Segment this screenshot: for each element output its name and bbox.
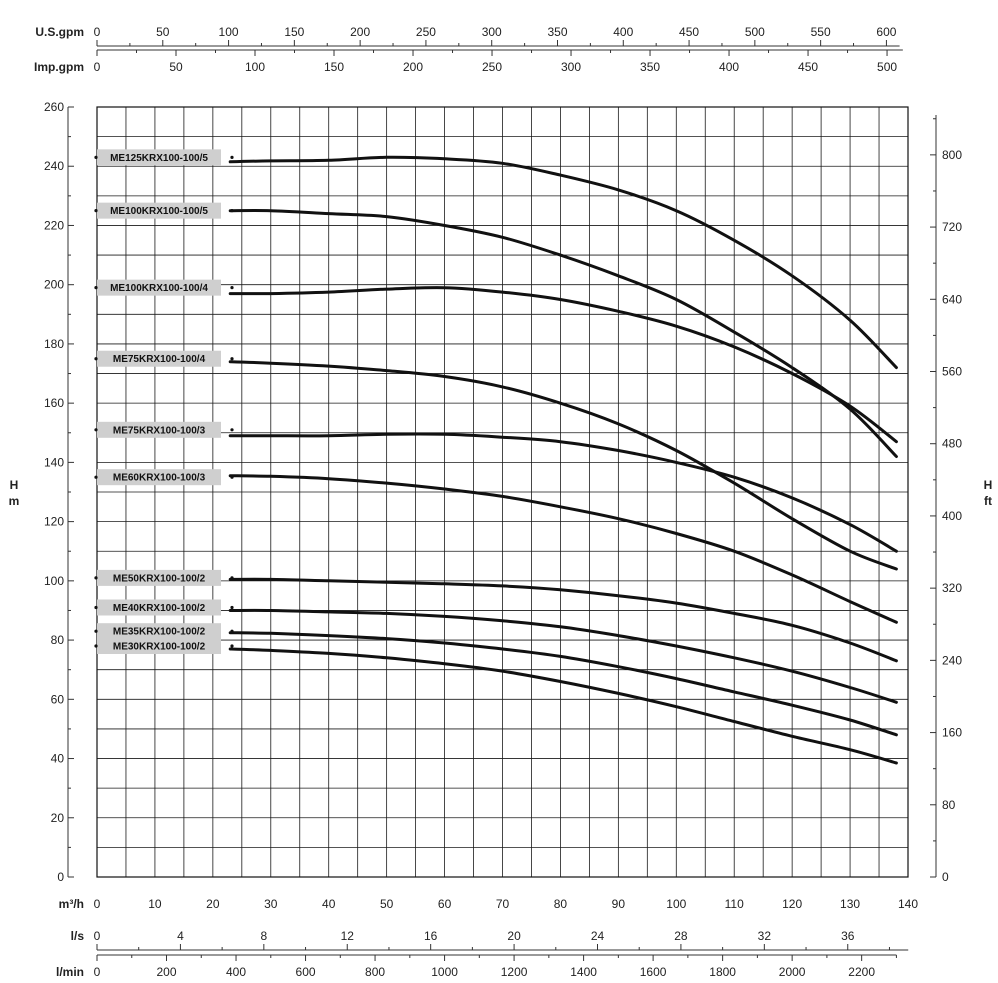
scale-tick-label: 150	[284, 25, 305, 39]
curve-line	[230, 434, 896, 551]
scale-tick-label: 110	[724, 897, 744, 911]
left-axis-tick-label: 60	[50, 692, 64, 707]
curve-line	[230, 579, 896, 661]
scale-tick-label: 32	[757, 929, 772, 943]
scale-tick-label: 400	[226, 965, 247, 979]
scale-tick-label: 250	[415, 25, 436, 39]
scale-tick-label: 8	[260, 929, 268, 943]
scale-name: l/min	[55, 965, 84, 979]
scale-tick-label: 0	[93, 60, 101, 74]
scale-tick-label: 90	[611, 897, 626, 911]
pump-curves	[230, 157, 896, 763]
curve-label-dot	[230, 576, 233, 579]
curve-label-dot	[94, 357, 97, 360]
right-axis-tick-label: 320	[942, 581, 963, 596]
scale-tick-label: 150	[323, 60, 345, 74]
curve-label-dot	[94, 644, 97, 647]
curve-label-dot	[94, 606, 97, 609]
curve-label-dot	[230, 286, 233, 289]
scale-tick-label: 70	[495, 897, 510, 911]
right-axis-tick-label: 560	[942, 364, 963, 379]
left-axis-tick-label: 20	[50, 810, 64, 825]
left-axis-tick-label: 140	[43, 455, 64, 470]
scale-tick-label: 10	[148, 897, 162, 911]
scale-tick-label: 120	[782, 897, 803, 911]
scale-name: Imp.gpm	[34, 60, 84, 74]
curve-label-dot	[230, 428, 233, 431]
curve-label-dot	[94, 156, 97, 159]
curve-line	[230, 476, 896, 623]
scale-name: m³/h	[58, 897, 84, 911]
curve-label-dot	[230, 357, 233, 360]
left-axis-title-bottom: m	[8, 494, 20, 508]
scale-tick-label: 1400	[570, 965, 597, 979]
axes	[9, 25, 993, 979]
scale-tick-label: 100	[666, 897, 687, 911]
right-axis-tick-label: 160	[942, 725, 963, 740]
scale-tick-label: 400	[719, 60, 740, 74]
scale-tick-label: 20	[507, 929, 521, 943]
scale-tick-label: 0	[93, 965, 101, 979]
scale-tick-label: 20	[206, 897, 220, 911]
curve-label-dot	[230, 644, 233, 647]
scale-tick-label: 800	[365, 965, 386, 979]
grid	[97, 107, 908, 877]
curve-label: ME125KRX100-100/5	[110, 152, 208, 164]
scale-tick-label: 600	[876, 25, 897, 39]
scale-tick-label: 40	[322, 897, 336, 911]
scale-tick-label: 300	[561, 60, 582, 74]
scale-tick-label: 50	[156, 25, 170, 39]
curve-label-dot	[94, 476, 97, 479]
scale-tick-label: 50	[169, 60, 183, 74]
curve-line	[230, 210, 896, 456]
scale-tick-label: 0	[93, 25, 101, 39]
curve-label-dot	[230, 630, 233, 633]
curve-label-dot	[230, 606, 233, 609]
scale-tick-label: 0	[93, 897, 101, 911]
scale-tick-label: 350	[547, 25, 568, 39]
scale-tick-label: 4	[177, 929, 184, 943]
curve-line	[230, 288, 896, 442]
curve-label: ME75KRX100-100/4	[112, 354, 206, 366]
curve-label-dot	[230, 156, 233, 159]
curve-label-dot	[230, 476, 233, 479]
scale-tick-label: 350	[640, 60, 661, 74]
scale-tick-label: 200	[156, 965, 177, 979]
scale-tick-label: 1200	[500, 965, 528, 979]
scale-tick-label: 100	[244, 60, 266, 74]
scale-tick-label: 2000	[778, 965, 806, 979]
left-axis-tick-label: 0	[57, 870, 64, 884]
right-axis-tick-label: 80	[942, 797, 956, 812]
scale-tick-label: 450	[679, 25, 700, 39]
scale-tick-label: 16	[423, 929, 438, 943]
left-axis-tick-label: 80	[50, 633, 64, 648]
curve-line	[230, 157, 896, 367]
scale-tick-label: 12	[340, 929, 354, 943]
scale-tick-label: 60	[437, 897, 452, 911]
curve-label: ME75KRX100-100/3	[112, 425, 206, 437]
scale-tick-label: 30	[264, 897, 278, 911]
scale-tick-label: 0	[93, 929, 101, 943]
curve-label-dot	[94, 576, 97, 579]
curve-line	[230, 633, 896, 735]
right-axis-title-bottom: ft	[984, 494, 992, 508]
scale-name: l/s	[70, 929, 84, 943]
scale-tick-label: 50	[379, 897, 394, 911]
scale-tick-label: 400	[613, 25, 634, 39]
scale-tick-label: 250	[482, 60, 503, 74]
scale-tick-label: 300	[481, 25, 502, 39]
curve-label-dot	[94, 209, 97, 212]
left-axis-tick-label: 160	[43, 396, 64, 411]
right-axis-tick-label: 400	[942, 508, 963, 523]
curve-label: ME100KRX100-100/4	[110, 283, 208, 295]
scale-tick-label: 200	[403, 60, 424, 74]
curve-line	[230, 362, 896, 569]
scale-tick-label: 1600	[639, 965, 667, 979]
right-axis-tick-label: 480	[942, 436, 963, 451]
scale-tick-label: 1000	[431, 965, 458, 979]
right-axis-tick-label: 800	[942, 147, 963, 162]
curve-label: ME100KRX100-100/5	[110, 206, 208, 218]
left-axis-tick-label: 120	[43, 514, 64, 529]
left-axis-tick-label: 220	[43, 218, 64, 233]
curve-label-dot	[94, 630, 97, 633]
scale-tick-label: 550	[810, 25, 831, 39]
right-axis-tick-label: 240	[942, 653, 963, 668]
scale-tick-label: 130	[840, 897, 861, 911]
scale-tick-label: 140	[897, 897, 919, 911]
scale-tick-label: 1800	[709, 965, 736, 979]
right-axis-title-top: H	[983, 478, 993, 492]
scale-tick-label: 500	[744, 25, 765, 39]
right-axis-tick-label: 0	[942, 870, 949, 884]
left-axis-tick-label: 180	[43, 336, 64, 351]
scale-tick-label: 200	[350, 25, 371, 39]
scale-tick-label: 24	[590, 929, 605, 943]
left-axis-title-top: H	[9, 478, 19, 492]
left-axis-tick-label: 240	[43, 159, 64, 174]
curve-label: ME40KRX100-100/2	[112, 603, 206, 614]
curve-label: ME35KRX100-100/2	[112, 626, 206, 638]
curve-label-dot	[94, 428, 97, 431]
left-axis-tick-label: 40	[50, 751, 64, 766]
scale-name: U.S.gpm	[35, 25, 84, 39]
scale-tick-label: 600	[295, 965, 316, 979]
scale-tick-label: 28	[674, 929, 688, 943]
scale-tick-label: 2200	[848, 965, 876, 979]
right-axis-tick-label: 720	[942, 220, 963, 235]
left-axis-tick-label: 260	[43, 100, 64, 114]
right-axis-tick-label: 640	[942, 292, 963, 307]
scale-tick-label: 100	[218, 25, 239, 39]
scale-tick-label: 500	[877, 60, 898, 74]
scale-tick-label: 80	[553, 897, 568, 911]
curve-label: ME60KRX100-100/3	[112, 472, 206, 484]
curve-label-dot	[230, 209, 233, 212]
curve-label-dot	[94, 286, 97, 289]
scale-tick-label: 36	[841, 929, 855, 943]
left-axis-tick-label: 200	[43, 277, 64, 292]
left-axis-tick-label: 100	[43, 573, 64, 588]
scale-tick-label: 450	[798, 60, 819, 74]
curve-label: ME30KRX100-100/2	[112, 641, 206, 653]
curve-label: ME50KRX100-100/2	[112, 573, 206, 585]
